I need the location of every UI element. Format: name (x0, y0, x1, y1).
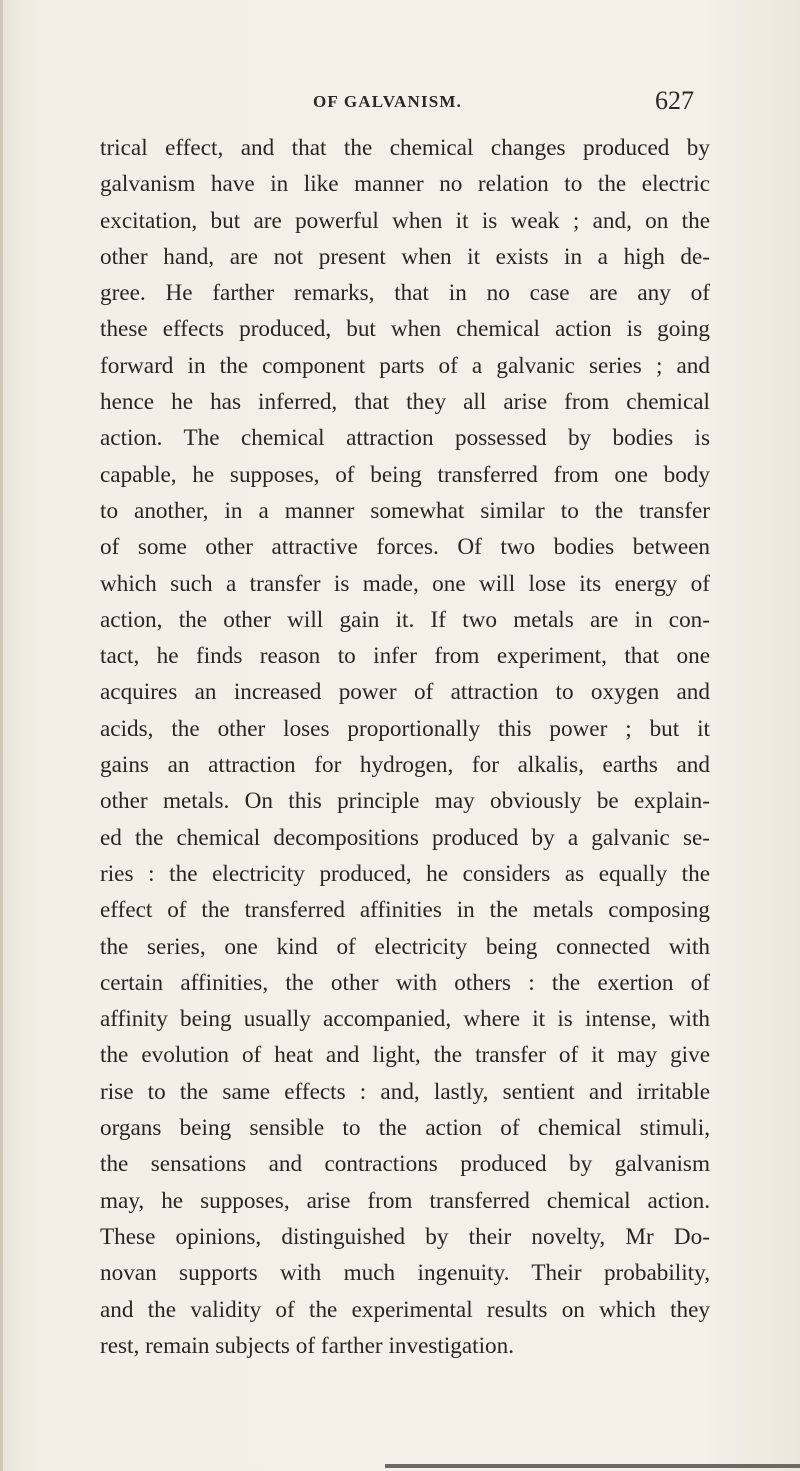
text-line: to another, in a manner somewhat similar to the transfer (100, 497, 710, 524)
text-line: acids, the other loses proportionally this power ; but it (100, 715, 710, 742)
text-line: hence he has inferred, that they all arise from chemical (100, 389, 710, 416)
text-line: the series, one kind of electricity being connected with (100, 933, 710, 960)
text-line: ed the chemical decompositions produced by a galvanic se- (100, 824, 710, 851)
text-line: may, he supposes, arise from transferred chemical action. (100, 1187, 710, 1214)
text-line: tact, he finds reason to infer from experiment, that one (100, 643, 710, 670)
text-line: These opinions, distinguished by their novelty, Mr Do- (100, 1223, 710, 1250)
text-line: and the validity of the experimental results on which they (100, 1296, 710, 1323)
text-line: the evolution of heat and light, the transfer of it may give (100, 1042, 710, 1069)
text-line: capable, he supposes, of being transferred from one body (100, 461, 710, 488)
text-line: trical effect, and that the chemical changes produced by (100, 135, 710, 161)
text-line: ries : the electricity produced, he considers as equally the (100, 860, 710, 887)
text-line: the sensations and contractions produced by galvanism (100, 1151, 710, 1178)
binding-edge (0, 0, 3, 1471)
text-line: affinity being usually accompanied, where it is intense, with (100, 1006, 710, 1033)
text-line: certain affinities, the other with others : the exertion of (100, 969, 710, 996)
text-line: rise to the same effects : and, lastly, sentient and irritable (100, 1078, 710, 1105)
bottom-edge-rule (385, 1464, 800, 1468)
text-line: rest, remain subjects of farther investigation. (100, 1332, 515, 1359)
text-line: action, the other will gain it. If two metals are in con- (100, 606, 710, 633)
running-title: OF GALVANISM. (313, 92, 463, 111)
text-line: acquires an increased power of attraction to oxygen and (100, 679, 710, 706)
text-line: novan supports with much ingenuity. Their probability, (100, 1260, 710, 1287)
text-line: organs being sensible to the action of chemical stimuli, (100, 1115, 710, 1142)
text-line: forward in the component parts of a galvanic series ; and (100, 352, 710, 379)
text-line: action. The chemical attraction possessed by bodies is (100, 425, 710, 452)
text-line: gains an attraction for hydrogen, for alkalis, earths and (100, 752, 710, 779)
text-line: effect of the transferred affinities in the metals composing (100, 897, 710, 924)
text-line: excitation, but are powerful when it is weak ; and, on the (100, 207, 710, 234)
text-line: these effects produced, but when chemical action is going (100, 316, 710, 343)
body-paragraph (100, 130, 710, 1364)
text-line: of some other attractive forces. Of two bodies between (100, 534, 710, 561)
text-line: galvanism have in like manner no relation to the electric (100, 171, 710, 198)
text-line: other metals. On this principle may obviously be explain- (100, 788, 710, 815)
running-head (0, 86, 800, 126)
text-line: other hand, are not present when it exists in a high de- (100, 243, 710, 270)
text-line: which such a transfer is made, one will lose its energy of (100, 570, 710, 597)
page-number: 627 (655, 86, 694, 115)
text-line: gree. He farther remarks, that in no case are any of (100, 280, 710, 307)
